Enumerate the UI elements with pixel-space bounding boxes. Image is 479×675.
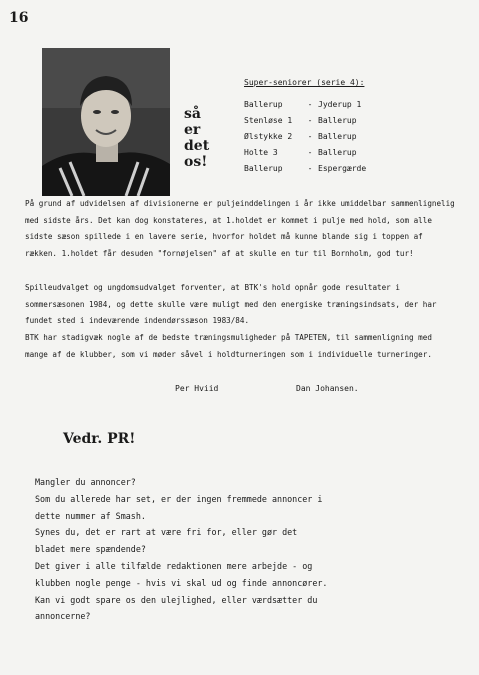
result-row (244, 113, 366, 129)
away-team: Ballerup (318, 116, 357, 125)
results-title: Super-seniorer (serie 4): (244, 78, 365, 87)
paragraph-spilleudvalg: Spilleudvalget og ungdomsudvalget forventer, at BTK's hold opnår gode resultater i sommersæsonen 1984, og dette skulle være muligt med den energiske træningsindsats, der har fundet sted i indeværende indendørssæson 1983/84. (25, 283, 437, 325)
headline-word: er (184, 122, 201, 138)
away-team: Ballerup (318, 132, 357, 141)
pr-line: annoncerne? (35, 611, 91, 622)
pr-line: bladet mere spændende? (35, 544, 146, 555)
paragraph-divisions: På grund af udvidelsen af divisionerne er puljeinddelingen i år ikke umiddelbar sammenlignelig med sidste års. Det kan dog konstateres, at 1.holdet er kommet i pulje med hold, som alle sidste sæson spillede i en lavere serie, hvorfor holdet må kunne blande sig i toppen af rækken. 1.holdet får desuden "fornøjelsen" af at skulle en tur til Bornholm, god tur! (25, 199, 455, 258)
result-row (244, 129, 366, 145)
separator: - (307, 100, 313, 109)
result-row (244, 145, 366, 161)
home-team: Holte 3 (244, 148, 278, 157)
pr-line: Som du allerede har set, er der ingen fremmede annoncer i (35, 493, 323, 504)
pr-line: Kan vi godt spare os den ulejlighed, eller værdsætter du (35, 594, 318, 605)
home-team: Ballerup (244, 164, 283, 173)
match-results (244, 78, 366, 177)
away-team: Ballerup (318, 148, 357, 157)
home-team: Ballerup (244, 100, 283, 109)
home-team: Ølstykke 2 (244, 132, 293, 141)
pr-line: klubben nogle penge - hvis vi skal ud og finde annoncører. (35, 577, 328, 588)
pr-line: dette nummer af Smash. (35, 510, 146, 521)
portrait-illustration (42, 48, 170, 196)
portrait-photo (42, 48, 170, 196)
home-team: Stenløse 1 (244, 116, 293, 125)
result-row (244, 161, 366, 177)
pr-line: Det giver i alle tilfælde redaktionen mere arbejde - og (35, 560, 313, 571)
headline-word: os! (184, 154, 208, 170)
headline-word: det (184, 138, 210, 154)
pr-line: Mangler du annoncer? (35, 477, 136, 487)
away-team: Jyderup 1 (318, 100, 362, 109)
signature-per-hviid: Per Hviid (175, 384, 219, 393)
separator: - (307, 148, 313, 157)
separator: - (307, 116, 313, 125)
signature-dan-johansen: Dan Johansen. (296, 384, 359, 393)
headline-word: så (184, 106, 201, 122)
pr-text (35, 474, 327, 625)
result-row (244, 97, 366, 113)
pr-line: Synes du, det er rart at være fri for, eller gør det (35, 527, 298, 538)
headline-sa-er-det-os (184, 106, 209, 170)
page-number: 16 (9, 10, 29, 26)
pr-heading: Vedr. PR! (63, 431, 136, 447)
paragraph-training: BTK har stadigvæk nogle af de bedste træningsmuligheder på TAPETEN, til sammenligning med mange af de klubber, som vi møder såvel i holdturneringen som i individuelle turneringer. (25, 333, 432, 359)
away-team: Espergærde (318, 164, 367, 173)
separator: - (307, 164, 313, 173)
separator: - (307, 132, 313, 141)
